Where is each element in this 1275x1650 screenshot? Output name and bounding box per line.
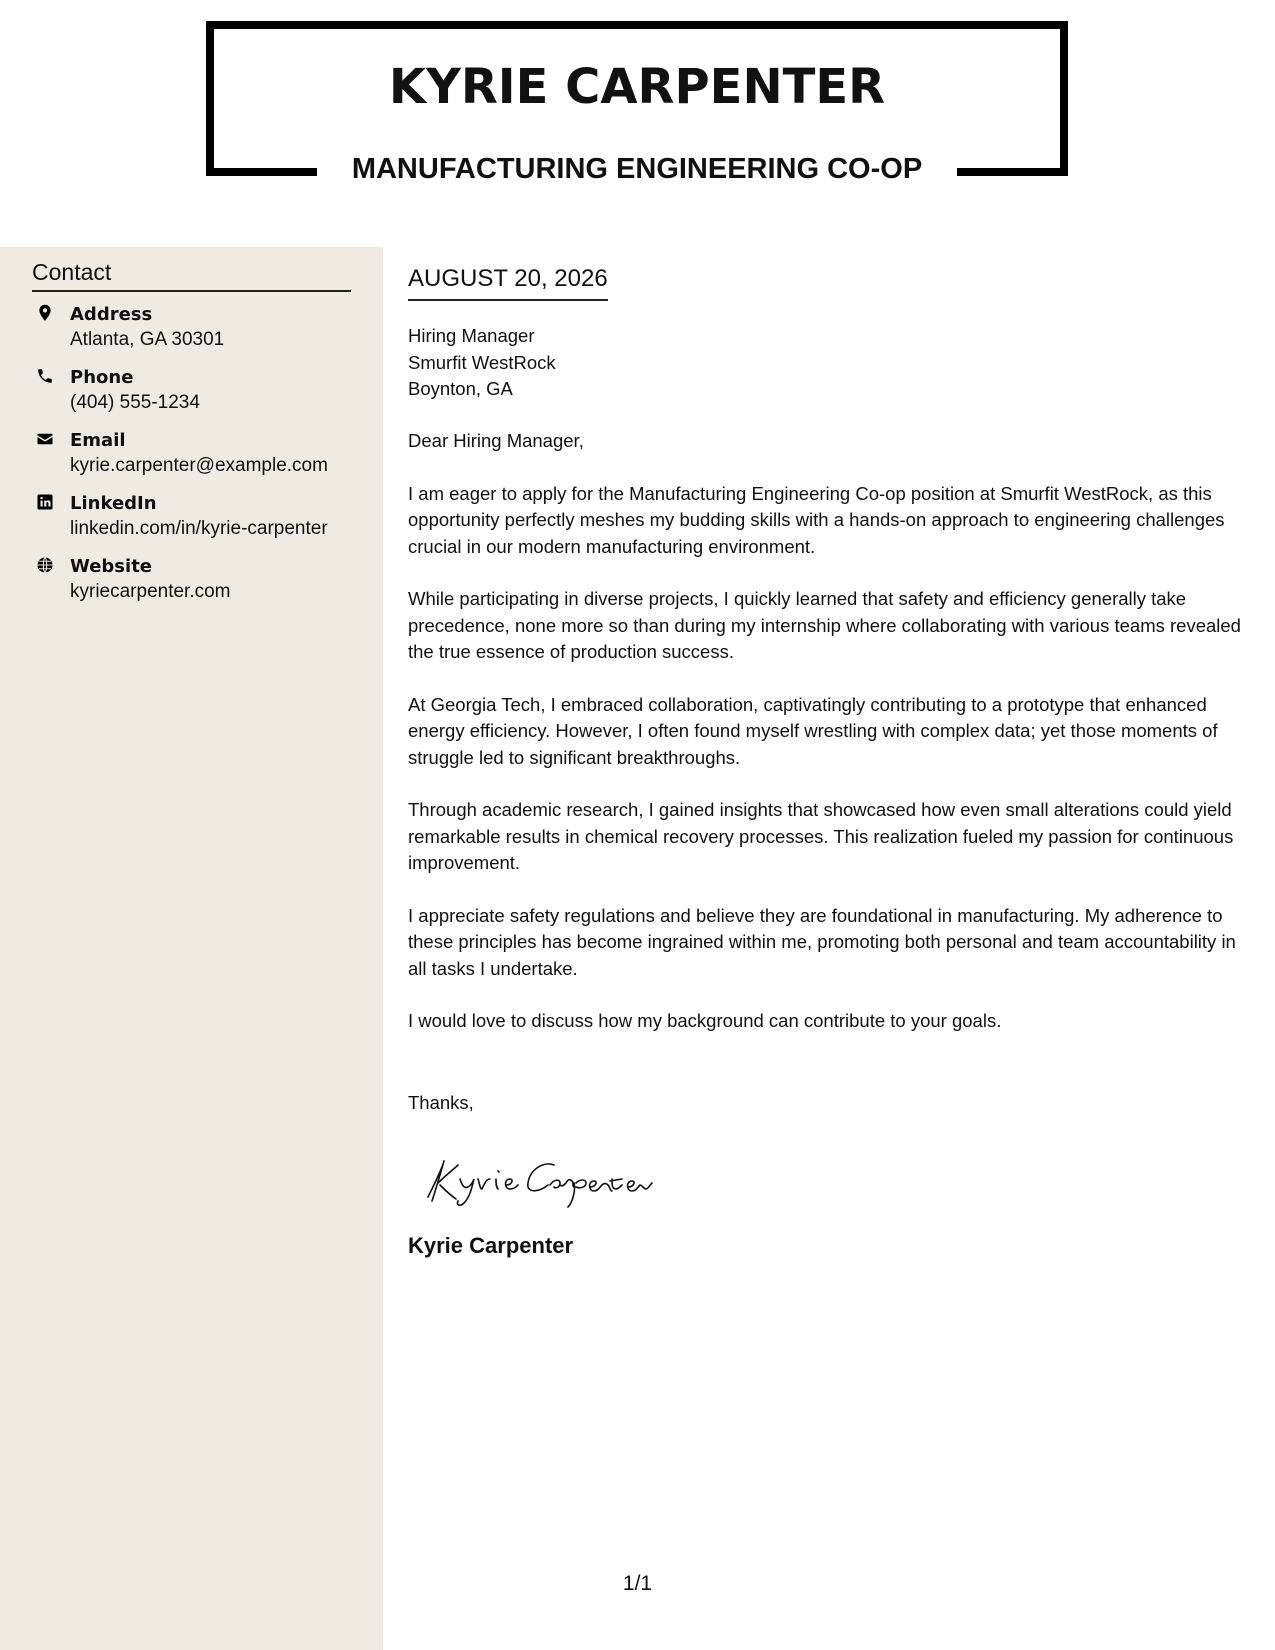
paragraph: At Georgia Tech, I embraced collaboration, captivatingly contributing to a prototype that enhanced energy efficiency. However, I often found myself wrestling with complex data; yet those moments of struggle led to significant breakthroughs. (408, 693, 1218, 768)
email-value: kyrie.carpenter@example.com (70, 455, 328, 476)
paragraph: I appreciate safety regulations and believe they are foundational in manufacturing. My adherence to these principles has become ingrained within me, promoting both personal and team accountability in all tasks I undertake. (408, 904, 1236, 979)
signer-name: Kyrie Carpenter (408, 1233, 574, 1258)
contact-heading: Contact (32, 261, 351, 292)
address-value: Atlanta, GA 30301 (70, 329, 225, 350)
contact-sidebar (0, 247, 383, 1650)
recipient-location: Boynton, GA (408, 378, 513, 399)
address-label: Address (70, 304, 153, 325)
paragraph: While participating in diverse projects, I quickly learned that safety and efficiency generally take precedence, none more so than during my internship where collaborating with various teams revealed the true essence of production success. (408, 588, 1241, 662)
linkedin-label: LinkedIn (70, 493, 157, 514)
linkedin-icon (36, 493, 54, 511)
phone-icon (36, 367, 54, 385)
letter-date: AUGUST 20, 2026 (408, 267, 608, 301)
letter-content (408, 428, 1248, 1061)
paragraph: Through academic research, I gained insights that showcased how even small alterations could yield remarkable results in chemical recovery processes. This realization fueled my passion for continuous improvement. (408, 799, 1234, 873)
recipient-company: Smurfit WestRock (408, 351, 556, 373)
frame-top-border (206, 21, 1068, 29)
page-number: 1/1 (622, 1572, 653, 1595)
salutation: Dear Hiring Manager, (408, 430, 584, 451)
linkedin-value: linkedin.com/in/kyrie-carpenter (70, 518, 328, 539)
globe-icon (36, 556, 54, 574)
website-value: kyriecarpenter.com (70, 581, 231, 602)
website-label: Website (70, 556, 153, 577)
phone-value: (404) 555-1234 (70, 392, 200, 413)
phone-label: Phone (70, 367, 134, 388)
header-frame (206, 21, 1068, 185)
paragraph: I am eager to apply for the Manufacturing Engineering Co-op position at Smurfit WestRock, as this opportunity perfectly meshes my budding skills with a hands-on approach to engineering challenges crucial in our modern manufacturing environment. (408, 482, 1225, 557)
recipient-title: Hiring Manager (408, 325, 535, 346)
map-pin-icon (36, 304, 54, 322)
closing: Thanks, (408, 1092, 474, 1113)
applicant-name: KYRIE CARPENTER (388, 59, 886, 115)
paragraph: I would love to discuss how my background can contribute to your goals. (408, 1010, 1002, 1031)
recipient-block (408, 323, 556, 403)
job-title: MANUFACTURING ENGINEERING CO-OP (351, 153, 923, 185)
envelope-icon (36, 430, 54, 448)
email-label: Email (70, 430, 126, 451)
handwritten-signature (414, 1145, 694, 1215)
